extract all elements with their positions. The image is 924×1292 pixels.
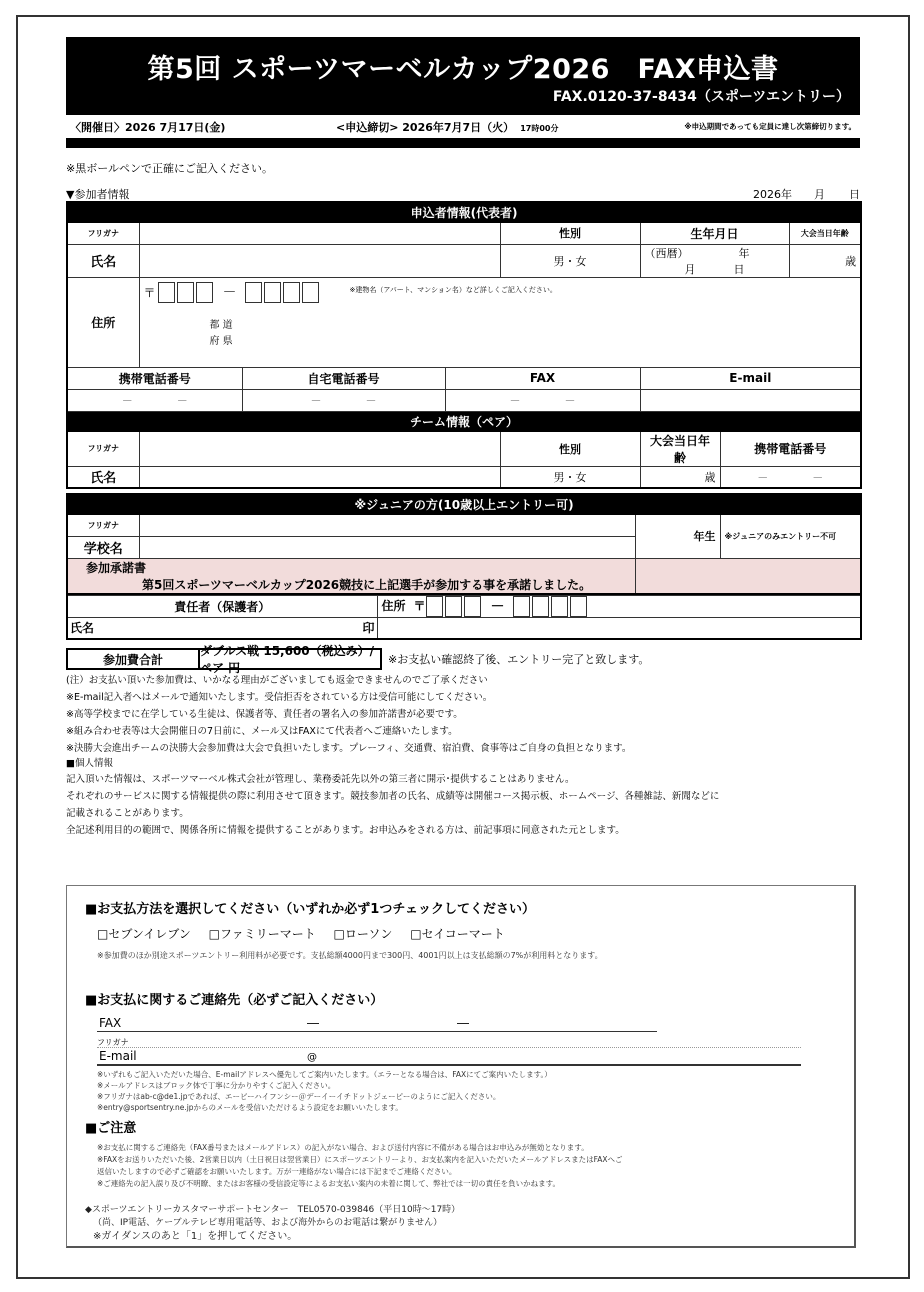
furigana-label: フリガナ [67,222,139,244]
fax-number: FAX.0120-37-8434（スポーツエントリー） [552,89,850,105]
postal-box[interactable] [158,282,175,303]
applicant-band: 申込者情報(代表者) [67,202,861,222]
team-furigana-label: フリガナ [67,431,139,466]
option-familymart[interactable]: □ファミリーマート [208,927,316,941]
intro-note: ※黒ボールペンで正確にご記入ください。 [66,162,273,175]
note-item: 記入頂いた情報は、スポーツマーベル株式会社が管理し、業務委託先以外の第三者に開示･提供することはありません。 [66,774,575,785]
fax-label: FAX [445,367,640,389]
team-furigana-field[interactable] [139,431,500,466]
postal-box[interactable] [302,282,319,303]
fee-usage-note: ※参加費のほか別途スポーツエントリー利用料が必要です。支払総額4000円まで300円、4001円以上は支払総額の7%が利用料となります。 [97,951,603,960]
postal-box[interactable] [283,282,300,303]
guardian-table [66,595,862,641]
grade-note: ※ジュニアのみエントリー不可 [720,514,861,558]
privacy-heading: ■個人情報 [66,758,113,769]
home-phone-field[interactable]: － － [242,389,445,411]
contact-note: ※entry@sportsentry.ne.jpからのメールを受信いただけるよう設定をお願いいたします。 [97,1103,403,1112]
age-field[interactable]: 歳 [789,244,861,277]
support-line: （尚、IP電話、ケーブルテレビ専用電話等、および海外からのお電話は繋がりません） [93,1218,443,1228]
event-date: 〈開催日〉2026 7月17日(金) [70,121,226,134]
form-date [735,186,860,201]
email-input[interactable] [97,1048,801,1066]
fee-row [66,644,860,675]
guardian-address-field[interactable] [377,595,861,617]
caution-notes [97,1142,836,1190]
option-lawson[interactable]: □ローソン [333,927,393,941]
team-age-label: 大会当日年齢 [640,431,720,466]
school-label: 学校名 [67,536,139,558]
guardian-address-line[interactable] [377,617,861,639]
consent-row-end [635,558,861,594]
guardian-postal-dash: － [490,599,505,615]
mobile-field[interactable]: － － [67,389,242,411]
birth-label: 生年月日 [640,222,789,244]
payment-options [97,925,836,942]
note-item: ※高等学校までに在学している生徒は、保護者等、責任者の署名入の参加許諾書が必要です。 [66,709,463,720]
contact-title: ■お支払に関するご連絡先（必ずご記入ください） [85,993,384,1008]
note-item: それぞれのサービスに関する情報提供の際に利用させて頂きます。競技参加者の氏名、成績等は開催コース掲示板、ホームページ、各種雑誌、新聞などに [66,791,720,802]
postal-box[interactable] [464,596,481,617]
section-label: ▼参加者情報 [66,188,130,201]
team-gender-field[interactable]: 男・女 [500,466,640,488]
support-info [85,1204,836,1243]
at-sign: @ [307,1052,317,1063]
deadline-note: ※申込期間であっても定員に達し次第締切ります。 [684,122,856,131]
guardian-address-label: 住所 [381,598,406,613]
junior-furigana-label: フリガナ [67,514,139,536]
team-name-field[interactable] [139,466,500,488]
guardian-name-field[interactable] [67,617,377,639]
junior-table [66,493,862,595]
fee-value: ダブルス戦 15,600（税込み）/ペア 円 [200,644,375,675]
fax-input[interactable] [97,1012,657,1032]
team-age-field[interactable]: 歳 [640,466,720,488]
team-band: チーム情報（ペア） [67,411,861,431]
age-label: 大会当日年齢 [789,222,861,244]
form-date-year[interactable]: 2026年 [753,188,792,201]
contact-note: ※いずれもご記入いただいた場合、E-mailアドレスへ優先してご案内いたします。（エラーとなる場合は、FAXにてご案内いたします。） [97,1070,552,1079]
section-row [66,186,860,201]
payment-title: ■お支払方法を選択してください（いずれか必ず1つチェックしてください） [85,902,535,917]
furigana-field[interactable] [139,222,500,244]
deadline-date: <申込締切> 2026年7月7日（火） [336,121,515,134]
junior-furigana-field[interactable] [139,514,635,536]
caution-note: ※ご連絡先の記入誤り及び不明瞭、またはお客様の受信設定等によるお支払い案内の未着に関して、弊社では一切の責任を負いかねます。 [97,1179,561,1188]
postal-mark: 〒 [143,285,156,300]
address-field[interactable] [139,277,861,367]
note-item: (注）お支払い頂いた参加費は、いかなる理由がございましても返金できませんのでご了承ください [66,675,488,686]
pay-furigana[interactable]: フリガナ [97,1032,801,1048]
postal-box[interactable] [551,596,568,617]
consent-text: 第5回スポーツマーベルカップ2026競技に上記選手が参加する事を承諾しました。 [142,577,592,592]
address-note: ※建物名（アパート、マンション名）など詳しくご記入ください。 [349,285,557,294]
pref-line-2: 府 県 [209,335,233,347]
birth-field[interactable] [640,244,789,277]
note-item: ※決勝大会進出チームの決勝大会参加費は大会で負担いたします。プレーフィ、交通費、宿泊費、食事等はご自身の負担となります。 [66,743,632,754]
contact-notes [97,1069,836,1113]
team-gender-label: 性別 [500,431,640,466]
pay-fax-dash-2: ― [457,1016,469,1030]
postal-box[interactable] [532,596,549,617]
consent-label: 参加承諾書 [86,560,147,575]
form-date-day[interactable]: 日 [849,188,860,201]
postal-box[interactable] [426,596,443,617]
deadline-time: 17時00分 [520,124,559,133]
postal-box[interactable] [570,596,587,617]
fee-note: ※お支払い確認終了後、エントリー完了と致します。 [388,653,650,666]
birth-year-unit: 年 [738,246,750,260]
school-field[interactable] [139,536,635,558]
era-label: （西暦） [644,246,689,260]
contact-note: ※メールアドレスはブロック体で丁寧に分かりやすくご記入ください。 [97,1081,336,1090]
pay-email-label: E-mail [99,1049,137,1063]
postal-box[interactable] [245,282,262,303]
prefecture-labels [210,318,233,350]
gender-field[interactable]: 男・女 [500,244,640,277]
note-item: 全記述利用目的の範囲で、関係各所に情報を提供することがあります。お申込みをされる方は、前記事項に同意された元とします。 [66,825,625,836]
applicant-table [66,201,862,489]
mobile-label: 携帯電話番号 [67,367,242,389]
gender-label: 性別 [500,222,640,244]
note-item: ※組み合わせ表等は大会開催日の7日前に、メール又はFAXにて代表者へご連絡いたします。 [66,726,458,737]
form-header [66,37,860,148]
postal-box[interactable] [196,282,213,303]
team-phone-field[interactable]: － － [720,466,861,488]
seal-mark: 印 [362,621,375,636]
caution-title: ■ご注意 [85,1121,137,1136]
grade-field[interactable]: 年生 [635,514,720,558]
postal-box[interactable] [177,282,194,303]
email-field[interactable] [640,389,861,411]
notes [66,672,860,839]
caution-note: ※お支払に関するご連絡先（FAX番号またはメールアドレス）の記入がない場合、および送付内容に不備がある場合はお申込みが無効となります。 [97,1143,589,1152]
birth-day-unit: 日 [733,262,745,276]
guardian-name-label: 氏名 [70,621,95,636]
caution-note: 返信いたしますので必ずご確認をお願いいたします。万が一連絡がない場合には下記までご連絡ください。 [97,1167,457,1176]
fee-label: 参加費合計 [68,650,200,668]
option-seven-eleven[interactable]: □セブンイレブン [97,927,191,941]
form-title: 第5回 スポーツマーベルカップ2026 FAX申込書 [147,54,779,85]
birth-month-unit: 月 [684,262,696,276]
consent-row [67,558,635,594]
support-line: ※ガイダンスのあと「1」を押してください。 [93,1231,298,1242]
home-phone-label: 自宅電話番号 [242,367,445,389]
contact-note: ※フリガナはab-c@de1.jpであれば、エービーハイフンシー＠デーイーイチドットジェーピーのようにご記入ください。 [97,1092,501,1101]
caution-note: ※FAXをお送りいただいた後、2営業日以内（土日祝日は翌営業日）にスポーツエントリーより、お支払案内を記入いただいたメールアドレスまたはFAXへご [97,1155,623,1164]
pay-fax-label: FAX [99,1016,122,1030]
application-form [66,37,860,839]
option-seicomart[interactable]: □セイコーマート [410,927,505,941]
deadline [336,119,558,135]
junior-band: ※ジュニアの方(10歳以上エントリー可) [67,494,861,514]
postal-box[interactable] [264,282,281,303]
address-label: 住所 [67,277,139,367]
date-bar [66,115,860,138]
guardian-label: 責任者（保護者） [67,595,377,617]
fax-field[interactable]: － － [445,389,640,411]
postal-box[interactable] [513,596,530,617]
email-label: E-mail [640,367,861,389]
name-label: 氏名 [67,244,139,277]
payment-box [66,885,856,1248]
pref-line-1: 都 道 [209,319,233,331]
name-field[interactable] [139,244,500,277]
fee-box [66,644,382,675]
postal-box[interactable] [445,596,462,617]
support-line: ◆スポーツエントリーカスタマーサポートセンター TEL0570-039846（平日10時～17時） [85,1205,461,1215]
pay-fax-dash-1: ― [307,1016,319,1030]
form-date-month[interactable]: 月 [814,188,825,201]
guardian-postal-mark: 〒 [413,598,426,613]
team-name-label: 氏名 [67,466,139,488]
note-item: 記載されることがあります。 [66,808,189,819]
team-phone-label: 携帯電話番号 [720,431,861,466]
postal-dash: － [222,285,237,301]
note-item: ※E-mail記入者へはメールで通知いたします。受信拒否をされている方は受信可能にしてください。 [66,692,493,703]
